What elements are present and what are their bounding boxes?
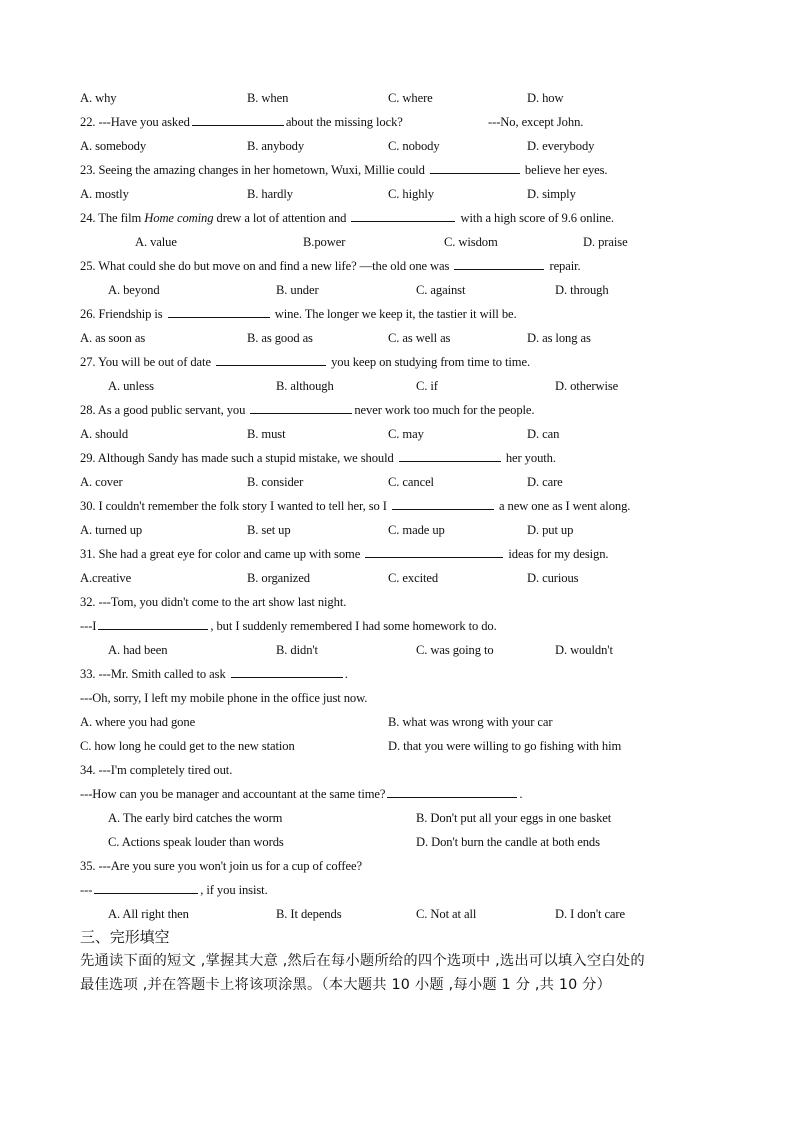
q26-stem-pre: 26. Friendship is xyxy=(80,307,163,321)
q29-stem-post: her youth. xyxy=(505,451,556,465)
q35-stem xyxy=(80,882,268,898)
q32-option-b: B. didn't xyxy=(276,643,318,657)
q35-stem-post: , if you insist. xyxy=(200,883,268,897)
q34-stem xyxy=(80,786,522,802)
q24-option-d: D. praise xyxy=(583,235,628,249)
q33-option-d: D. that you were willing to go fishing with him xyxy=(388,739,622,753)
q27-stem xyxy=(80,354,530,370)
q22-blank[interactable] xyxy=(192,114,284,126)
q26-option-b: B. as good as xyxy=(247,331,313,345)
q32-blank[interactable] xyxy=(98,618,208,630)
q34-option-a: A. The early bird catches the worm xyxy=(108,811,283,825)
q26-blank[interactable] xyxy=(168,306,270,318)
q23-stem-pre: 23. Seeing the amazing changes in her hometown, Wuxi, Millie could xyxy=(80,163,425,177)
q23-option-d: D. simply xyxy=(527,187,576,201)
q23-option-b: B. hardly xyxy=(247,187,293,201)
q33-option-a: A. where you had gone xyxy=(80,715,196,729)
q35-option-d: D. I don't care xyxy=(555,907,626,921)
q25-blank[interactable] xyxy=(454,258,544,270)
q32-option-c: C. was going to xyxy=(416,643,494,657)
q22-option-d: D. everybody xyxy=(527,139,595,153)
q30-option-a: A. turned up xyxy=(80,523,143,537)
q28-stem-post: never work too much for the people. xyxy=(354,403,535,417)
q22-stem-post: about the missing lock? xyxy=(285,115,403,129)
q35-option-b: B. It depends xyxy=(276,907,342,921)
q35-option-c: C. Not at all xyxy=(416,907,477,921)
q23-stem-post: believe her eyes. xyxy=(524,163,608,177)
q22-stem-pre: 22. ---Have you asked xyxy=(80,115,190,129)
q33-stem-pre: 33. ---Mr. Smith called to ask xyxy=(80,667,226,681)
q32-line1: 32. ---Tom, you didn't come to the art show last night. xyxy=(80,595,347,609)
q23-stem xyxy=(80,162,608,178)
section-instructions-line2: 最佳选项 ,并在答题卡上将该项涂黑。（本大题共 10 小题 ,每小题 1 分 ,共 10 分） xyxy=(80,977,612,993)
q27-option-b: B. although xyxy=(276,379,334,393)
q34-line1: 34. ---I'm completely tired out. xyxy=(80,763,233,777)
q31-option-c: C. excited xyxy=(388,571,439,585)
q22-option-b: B. anybody xyxy=(247,139,305,153)
q32-stem xyxy=(80,618,497,634)
q30-blank[interactable] xyxy=(392,498,494,510)
q28-blank[interactable] xyxy=(250,402,352,414)
q27-option-d: D. otherwise xyxy=(555,379,619,393)
q31-stem-post: ideas for my design. xyxy=(508,547,609,561)
q30-stem xyxy=(80,498,630,514)
q31-option-a: A.creative xyxy=(80,571,132,585)
q24-blank[interactable] xyxy=(351,210,455,222)
q29-option-b: B. consider xyxy=(247,475,304,489)
q33-stem xyxy=(80,666,348,682)
q22-reply: ---No, except John. xyxy=(488,115,584,129)
q23-blank[interactable] xyxy=(430,162,520,174)
q21-option-b: B. when xyxy=(247,91,289,105)
q28-option-a: A. should xyxy=(80,427,129,441)
q25-option-a: A. beyond xyxy=(108,283,160,297)
q27-stem-pre: 27. You will be out of date xyxy=(80,355,211,369)
q24-stem-pre: 24. The film xyxy=(80,211,142,225)
q34-stem-post: . xyxy=(519,787,523,801)
q26-stem xyxy=(80,306,517,322)
q25-stem-post: repair. xyxy=(549,259,581,273)
q34-option-d: D. Don't burn the candle at both ends xyxy=(416,835,600,849)
q26-option-c: C. as well as xyxy=(388,331,451,345)
q33-option-b: B. what was wrong with your car xyxy=(388,715,553,729)
q28-option-d: D. can xyxy=(527,427,560,441)
q31-option-b: B. organized xyxy=(247,571,310,585)
q28-option-b: B. must xyxy=(247,427,286,441)
q30-stem-post: a new one as I went along. xyxy=(499,499,631,513)
q35-option-a: A. All right then xyxy=(108,907,189,921)
q33-blank[interactable] xyxy=(231,666,343,678)
q31-blank[interactable] xyxy=(365,546,503,558)
q32-stem-post: , but I suddenly remembered I had some homework to do. xyxy=(210,619,497,633)
q29-option-a: A. cover xyxy=(80,475,123,489)
q24-stem-mid: drew a lot of attention and xyxy=(216,211,347,225)
q24-option-c: C. wisdom xyxy=(444,235,498,249)
q21-option-a: A. why xyxy=(80,91,117,105)
q28-stem-pre: 28. As a good public servant, you xyxy=(80,403,246,417)
q28-option-c: C. may xyxy=(388,427,424,441)
q22-option-c: C. nobody xyxy=(388,139,440,153)
q21-option-c: C. where xyxy=(388,91,433,105)
q26-option-d: D. as long as xyxy=(527,331,591,345)
q35-blank[interactable] xyxy=(94,882,198,894)
q35-stem-pre: --- xyxy=(80,883,93,897)
q26-option-a: A. as soon as xyxy=(80,331,146,345)
q25-option-c: C. against xyxy=(416,283,466,297)
q31-stem xyxy=(80,546,608,562)
q34-option-c: C. Actions speak louder than words xyxy=(108,835,284,849)
q31-option-d: D. curious xyxy=(527,571,579,585)
q35-line1: 35. ---Are you sure you won't join us for a cup of coffee? xyxy=(80,859,362,873)
q24-option-a: A. value xyxy=(135,235,177,249)
q33-option-c: C. how long he could get to the new station xyxy=(80,739,295,753)
q32-option-a: A. had been xyxy=(108,643,168,657)
q29-blank[interactable] xyxy=(399,450,501,462)
q25-stem xyxy=(80,258,581,274)
q32-option-d: D. wouldn't xyxy=(555,643,613,657)
q29-stem-pre: 29. Although Sandy has made such a stupid mistake, we should xyxy=(80,451,394,465)
q34-stem-pre: ---How can you be manager and accountant at the same time? xyxy=(80,787,386,801)
q27-option-c: C. if xyxy=(416,379,438,393)
q27-stem-post: you keep on studying from time to time. xyxy=(331,355,531,369)
q22-option-a: A. somebody xyxy=(80,139,147,153)
q21-option-d: D. how xyxy=(527,91,564,105)
q24-option-b: B.power xyxy=(303,235,346,249)
q24-stem xyxy=(80,210,614,226)
q30-option-d: D. put up xyxy=(527,523,574,537)
q24-stem-post: with a high score of 9.6 online. xyxy=(460,211,614,225)
q24-film-title: Home coming xyxy=(144,211,214,225)
q23-option-c: C. highly xyxy=(388,187,434,201)
q30-option-b: B. set up xyxy=(247,523,291,537)
q27-blank[interactable] xyxy=(216,354,326,366)
section-heading: 三、完形填空 xyxy=(80,928,170,946)
q27-option-a: A. unless xyxy=(108,379,154,393)
q30-stem-pre: 30. I couldn't remember the folk story I wanted to tell her, so I xyxy=(80,499,387,513)
q22-stem xyxy=(80,114,403,130)
q32-stem-pre: ---I xyxy=(80,619,97,633)
q25-option-b: B. under xyxy=(276,283,319,297)
q29-option-d: D. care xyxy=(527,475,563,489)
q26-stem-post: wine. The longer we keep it, the tastier it will be. xyxy=(274,307,517,321)
q33-stem-post: . xyxy=(344,667,348,681)
q29-stem xyxy=(80,450,556,466)
q31-stem-pre: 31. She had a great eye for color and came up with some xyxy=(80,547,361,561)
q23-option-a: A. mostly xyxy=(80,187,129,201)
section-instructions-line1: 先通读下面的短文 ,掌握其大意 ,然后在每小题所给的四个选项中 ,选出可以填入空白处的 xyxy=(80,953,645,969)
q28-stem xyxy=(80,402,534,418)
q30-option-c: C. made up xyxy=(388,523,445,537)
q34-blank[interactable] xyxy=(387,786,517,798)
q34-option-b: B. Don't put all your eggs in one basket xyxy=(416,811,612,825)
q25-option-d: D. through xyxy=(555,283,609,297)
q25-stem-pre: 25. What could she do but move on and find a new life? —the old one was xyxy=(80,259,450,273)
q33-line2: ---Oh, sorry, I left my mobile phone in the office just now. xyxy=(80,691,368,705)
q29-option-c: C. cancel xyxy=(388,475,434,489)
